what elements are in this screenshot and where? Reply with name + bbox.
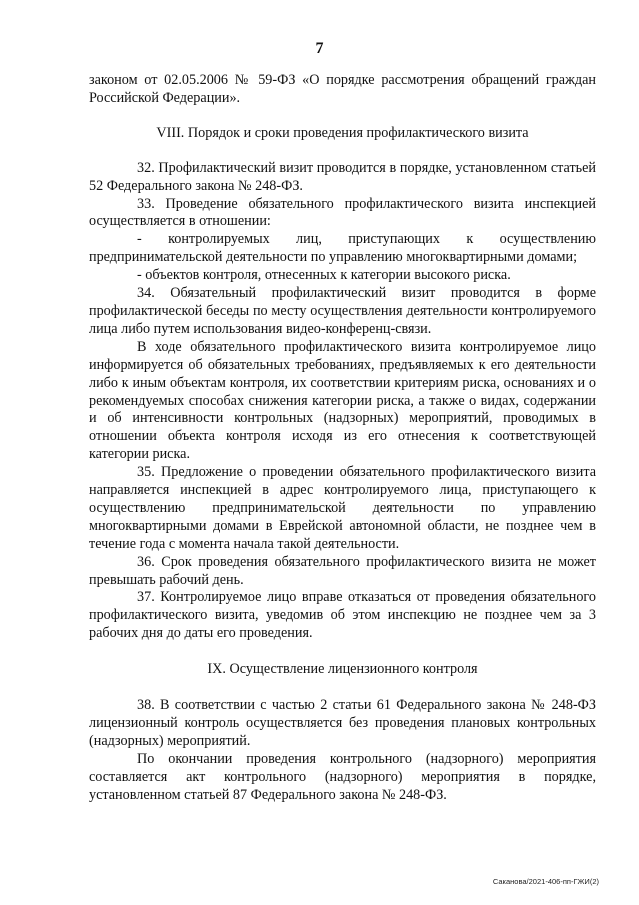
paragraph-33: 33. Проведение обязательного профилактического визита инспекцией осуществляется в отношении: xyxy=(89,195,596,230)
document-body xyxy=(89,72,596,805)
paragraph-38-continued: По окончании проведения контрольного (надзорного) мероприятия составляется акт контрольного (надзорного) мероприятия в порядке, установленном статьей 87 Федерального закона № 248-ФЗ. xyxy=(89,750,596,803)
list-item-controlled-persons: - контролируемых лиц, приступающих к осуществлению предпринимательской деятельности по управлению многоквартирными домами; xyxy=(89,231,596,266)
paragraph-34-continued: В ходе обязательного профилактического визита контролируемое лицо информируется об обязательных требованиях, предъявляемых к его деятельности либо к иным объектам контроля, их соответствии критериям риска, основаниях и о рекомендуемых способах снижения категории риска, а также о видах, содержании и об интенсивности контрольных (надзорных) мероприятий, проводимых в отношении объекта контроля исходя из его отнесения к соответствующей категории риска. xyxy=(89,338,596,463)
paragraph-35: 35. Предложение о проведении обязательного профилактического визита направляется инспекцией в адрес контролируемого лица, приступающего к осуществлению предпринимательской деятельности по управлению многоквартирными домами в Еврейской автономной области, не позднее чем в течение года с момента начала такой деятельности. xyxy=(89,464,596,552)
section-heading-viii: VIII. Порядок и сроки проведения профилактического визита xyxy=(156,124,529,141)
footer-document-code: Саканова/2021-406-пп-ГЖИ(2) xyxy=(492,877,599,886)
paragraph-34: 34. Обязательный профилактический визит проводится в форме профилактической беседы по месту осуществления деятельности контролируемого лица либо путем использования видео-конференц-связи. xyxy=(89,285,596,337)
page-number: 7 xyxy=(315,40,324,57)
paragraph-37: 37. Контролируемое лицо вправе отказаться от проведения обязательного профилактического визита, уведомив об этом инспекцию не позднее чем за 3 рабочих дня до даты его проведения. xyxy=(89,589,596,642)
paragraph-38: 38. В соответствии с частью 2 статьи 61 Федерального закона № 248-ФЗ лицензионный контроль осуществляется без проведения плановых контрольных (надзорных) мероприятий. xyxy=(89,697,596,749)
section-heading-ix: IX. Осуществление лицензионного контроля xyxy=(207,661,478,678)
paragraph-32: 32. Профилактический визит проводится в порядке, установленном статьей 52 Федерального закона № 248-ФЗ. xyxy=(89,159,596,194)
list-item-high-risk-objects: - объектов контроля, отнесенных к категории высокого риска. xyxy=(137,267,511,284)
paragraph-36: 36. Срок проведения обязательного профилактического визита не может превышать рабочий день. xyxy=(89,553,596,588)
paragraph-continuation: законом от 02.05.2006 № 59-ФЗ «О порядке рассмотрения обращений граждан Российской Федерации». xyxy=(89,72,596,106)
